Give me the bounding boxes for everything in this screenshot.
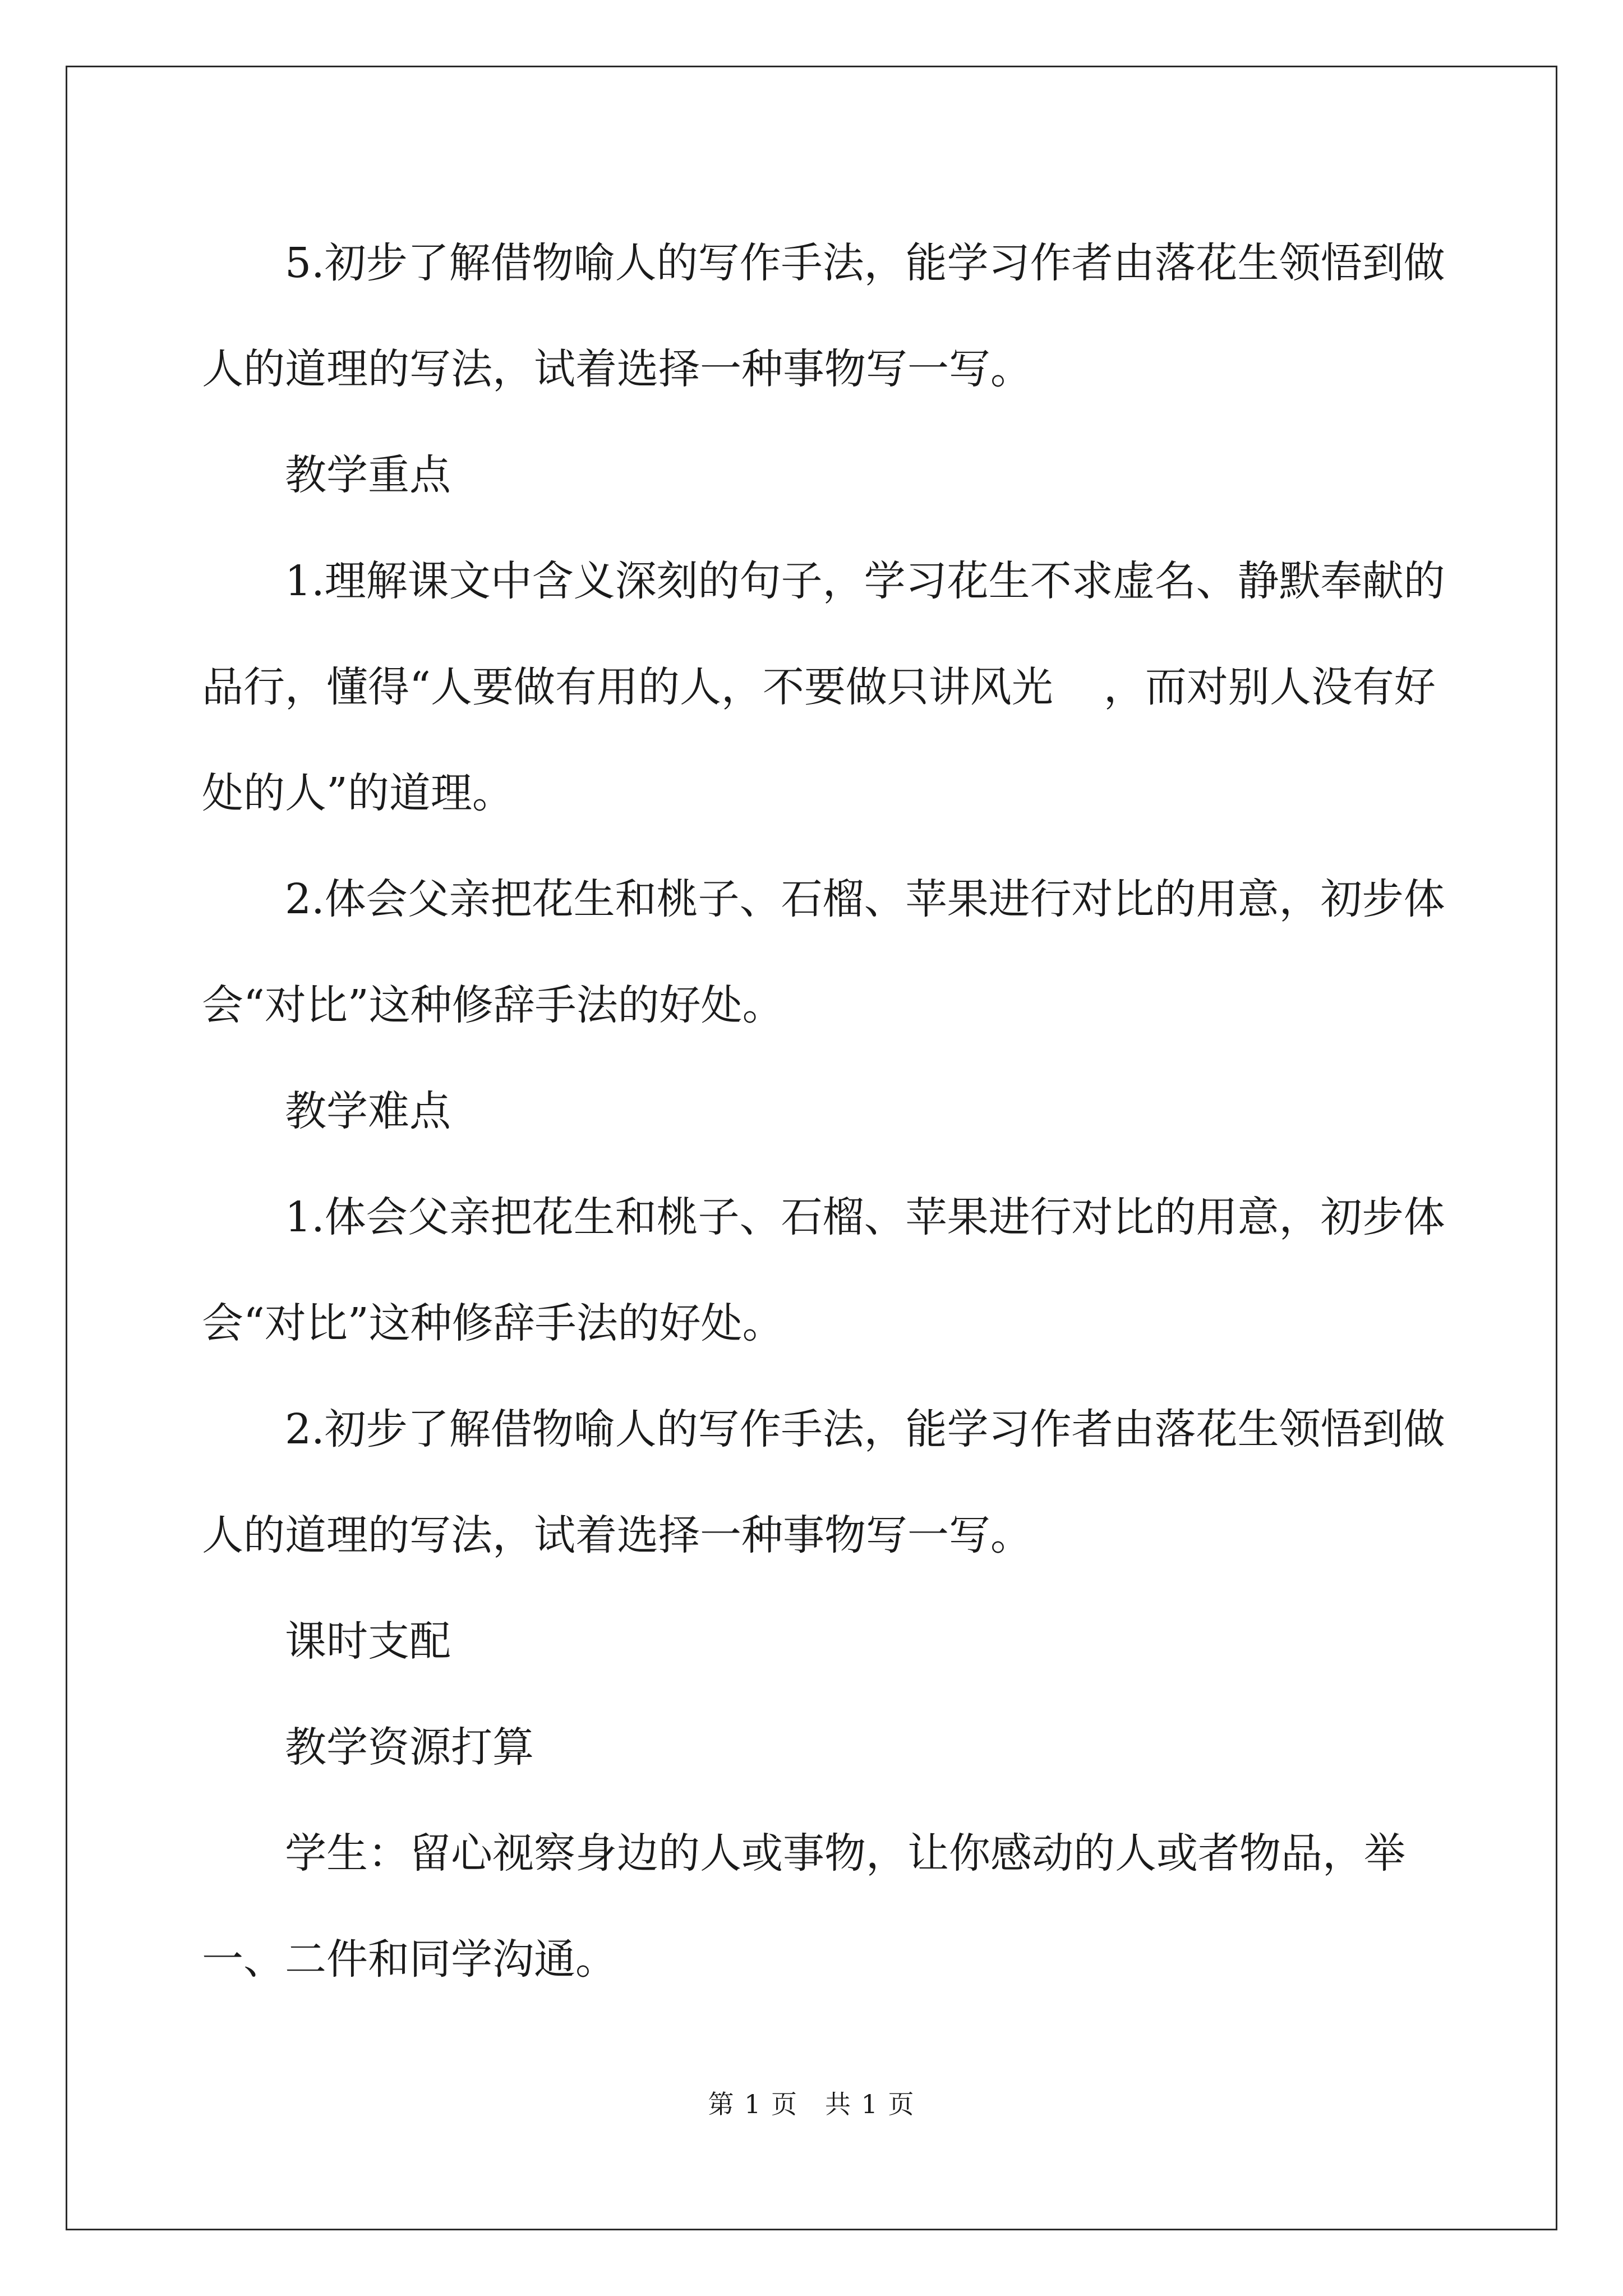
paragraph-objective-5: 5.初步了解借物喻人的写作手法，能学习作者由落花生领悟到做人的道理的写法，试着选择一种事物写一写。	[202, 239, 1445, 393]
heading-schedule: 课时支配	[285, 1617, 451, 1665]
paragraph-difficulty-1: 1.体会父亲把花生和桃子、石榴、苹果进行对比的用意，初步体会“对比”这种修辞手法的好处。	[202, 1193, 1445, 1347]
heading-key-points: 教学重点	[285, 451, 451, 499]
page-number-label: 第 1 页	[708, 2089, 798, 2119]
document-body	[202, 210, 1464, 2013]
paragraph-difficulty-2: 2.初步了解借物喻人的写作手法，能学习作者由落花生领悟到做人的道理的写法，试着选择一种事物写一写。	[202, 1405, 1445, 1559]
page-footer	[0, 2084, 1623, 2121]
heading-resources: 教学资源打算	[285, 1723, 534, 1772]
paragraph-key-point-2: 2.体会父亲把花生和桃子、石榴、苹果进行对比的用意，初步体会“对比”这种修辞手法的好处。	[202, 875, 1445, 1029]
paragraph-key-point-1-part-b: ，而对别人没有好处的人”的道理。	[202, 663, 1436, 817]
paragraph-key-point-1	[202, 528, 1464, 846]
heading-difficulties: 教学难点	[285, 1087, 451, 1135]
page-total-label: 共 1 页	[825, 2089, 915, 2119]
paragraph-key-point-1-part-a: 1.理解课文中含义深刻的句子，学习花生不求虚名、静默奉献的品行，懂得“人要做有用的人，不要做只讲风光	[202, 557, 1445, 711]
paragraph-students: 学生：留心视察身边的人或事物，让你感动的人或者物品，举一、二件和同学沟通。	[202, 1829, 1405, 1984]
